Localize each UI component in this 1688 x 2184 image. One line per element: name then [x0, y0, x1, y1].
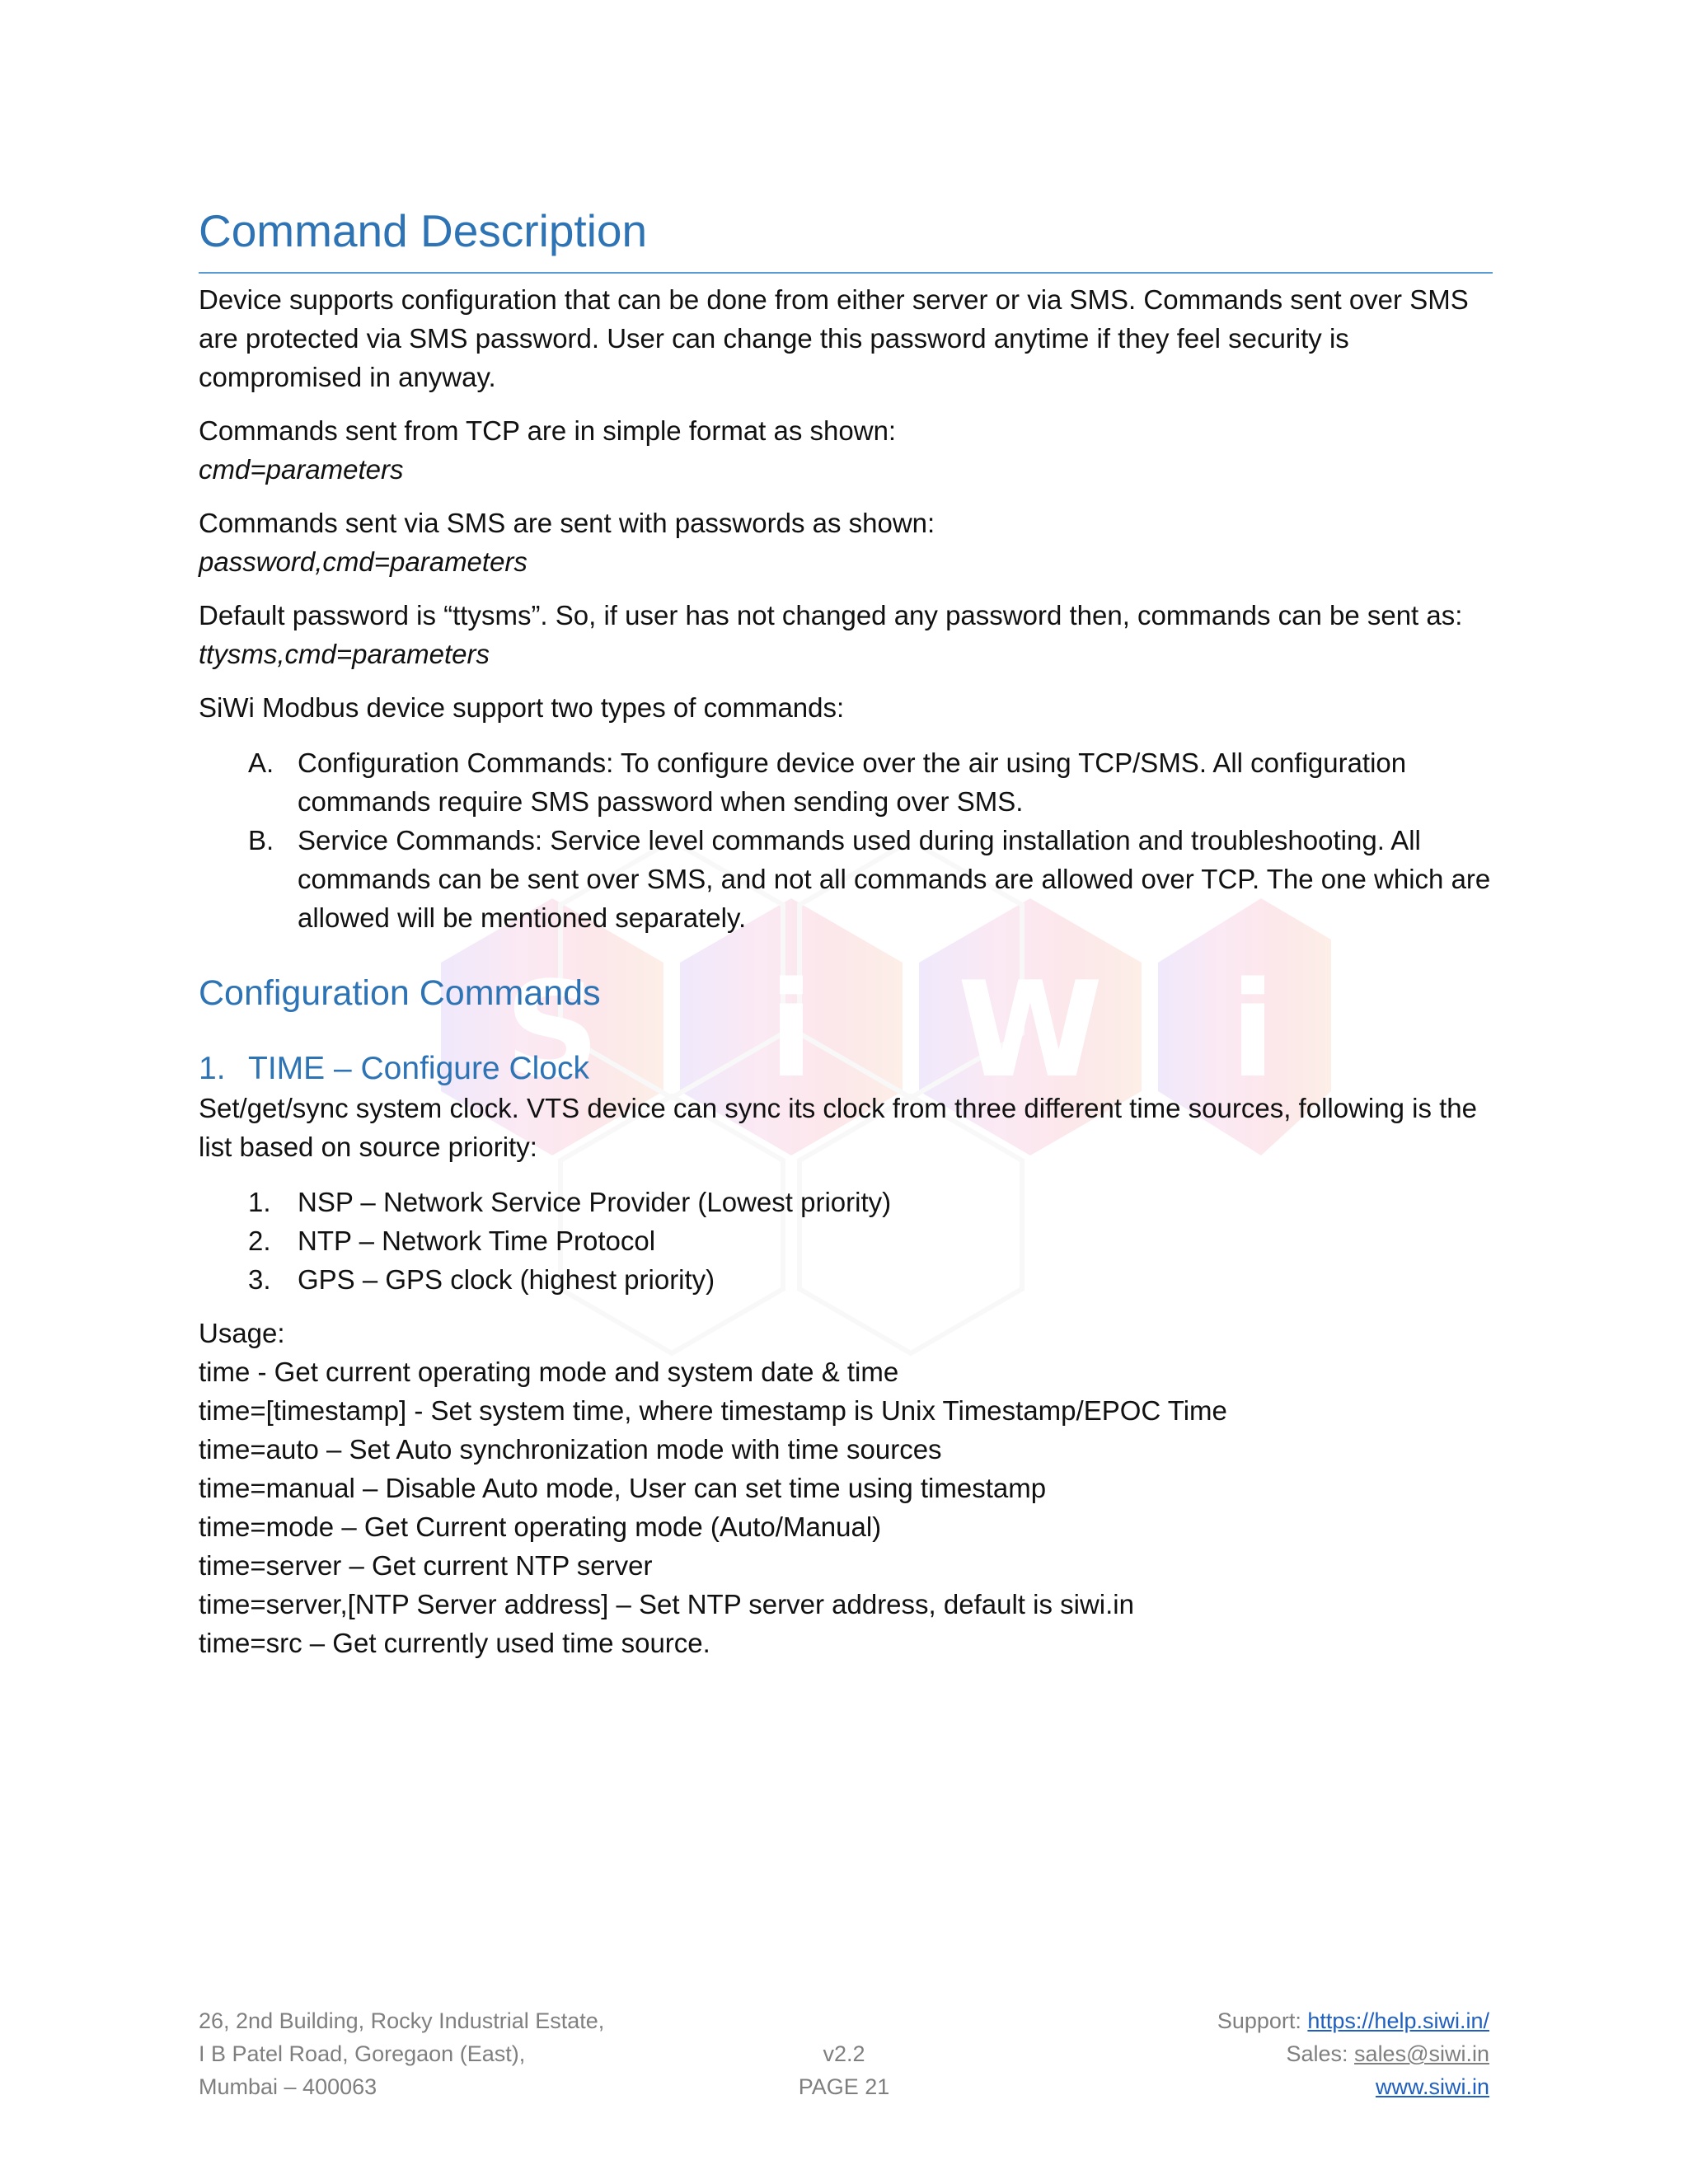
time-sources-list: [199, 1183, 1493, 1299]
sales-email-link[interactable]: sales@siwi.in: [1354, 2041, 1489, 2066]
address-line: I B Patel Road, Goregaon (East),: [199, 2041, 526, 2066]
default-format: ttysms,cmd=parameters: [199, 639, 490, 669]
usage-line: time=mode – Get Current operating mode (Auto/Manual): [199, 1511, 882, 1542]
list-item: [199, 1221, 1493, 1260]
support-link[interactable]: https://help.siwi.in/: [1307, 2008, 1489, 2033]
heading-number: 1.: [199, 1051, 226, 1086]
page-footer: [199, 2004, 1489, 2111]
time-description: Set/get/sync system clock. VTS device can sync its clock from three different time sources, following is the list based on source priority:: [199, 1093, 1477, 1162]
list-item: [199, 1183, 1493, 1221]
list-marker: A.: [248, 748, 274, 778]
website-line: [1217, 2070, 1489, 2103]
sms-text: Commands sent via SMS are sent with passwords as shown:: [199, 508, 935, 538]
usage-line: time=server,[NTP Server address] – Set NTP server address, default is siwi.in: [199, 1589, 1134, 1619]
time-heading: [199, 1049, 1493, 1089]
sales-label: Sales:: [1286, 2041, 1355, 2066]
website-link[interactable]: www.siwi.in: [1375, 2074, 1489, 2099]
list-item: [199, 821, 1493, 937]
usage-line: time=server – Get current NTP server: [199, 1550, 653, 1581]
address-line: 26, 2nd Building, Rocky Industrial Estate,: [199, 2008, 605, 2033]
support-line: [1217, 2004, 1489, 2037]
heading-text: TIME – Configure Clock: [248, 1051, 589, 1086]
default-password-text: Default password is “ttysms”. So, if user has not changed any password then, commands can be sent as:: [199, 600, 1463, 630]
list-marker: B.: [248, 825, 274, 855]
support-label: Support:: [1217, 2008, 1308, 2033]
list-item-text: GPS – GPS clock (highest priority): [298, 1264, 715, 1295]
sales-line: [1217, 2037, 1489, 2070]
address-line: Mumbai – 400063: [199, 2074, 377, 2099]
intro-paragraph: Device supports configuration that can be done from either server or via SMS. Commands sent over SMS are protected via SMS password. User can change this password anytime if they feel security is compromised in anyway.: [199, 284, 1469, 392]
page-number: PAGE 21: [798, 2074, 890, 2099]
footer-contacts: [1217, 2004, 1489, 2103]
list-item-text: NTP – Network Time Protocol: [298, 1226, 656, 1256]
list-marker: 1.: [248, 1187, 271, 1217]
list-item-text: Service Commands: Service level commands used during installation and troubleshooting. All commands can be sent over SMS, and not all commands are allowed over TCP. The one which are allowed will be mentioned separately.: [298, 825, 1491, 933]
list-item-text: Configuration Commands: To configure device over the air using TCP/SMS. All configuration commands require SMS password when sending over SMS.: [298, 748, 1407, 817]
section-heading: Configuration Commands: [199, 973, 601, 1013]
tcp-text: Commands sent from TCP are in simple format as shown:: [199, 415, 897, 446]
usage-block: [199, 1314, 1493, 1662]
watermark-letter-3: W: [957, 953, 1104, 1107]
version-label: v2.2: [823, 2041, 865, 2066]
usage-line: Usage:: [199, 1318, 285, 1348]
usage-line: time - Get current operating mode and system date & time: [199, 1357, 899, 1387]
usage-line: time=auto – Set Auto synchronization mode with time sources: [199, 1434, 942, 1465]
main-content: [199, 191, 1493, 1662]
watermark-letter-2: i: [768, 953, 814, 1107]
tcp-format: cmd=parameters: [199, 454, 404, 485]
sms-format: password,cmd=parameters: [199, 546, 528, 577]
list-marker: 2.: [248, 1226, 271, 1256]
usage-line: time=manual – Disable Auto mode, User can set time using timestamp: [199, 1473, 1047, 1503]
watermark-letter-4: i: [1230, 953, 1276, 1107]
list-marker: 3.: [248, 1264, 271, 1295]
usage-line: time=[timestamp] - Set system time, where timestamp is Unix Timestamp/EPOC Time: [199, 1395, 1227, 1426]
usage-line: time=src – Get currently used time source.: [199, 1628, 710, 1658]
list-item: [199, 743, 1493, 821]
list-item: [199, 1260, 1493, 1299]
command-types-text: SiWi Modbus device support two types of commands:: [199, 692, 845, 723]
list-item-text: NSP – Network Service Provider (Lowest priority): [298, 1187, 892, 1217]
command-types-list: [199, 743, 1493, 937]
watermark-letter-1: S: [504, 953, 600, 1107]
page-heading: Command Description: [199, 191, 1493, 274]
